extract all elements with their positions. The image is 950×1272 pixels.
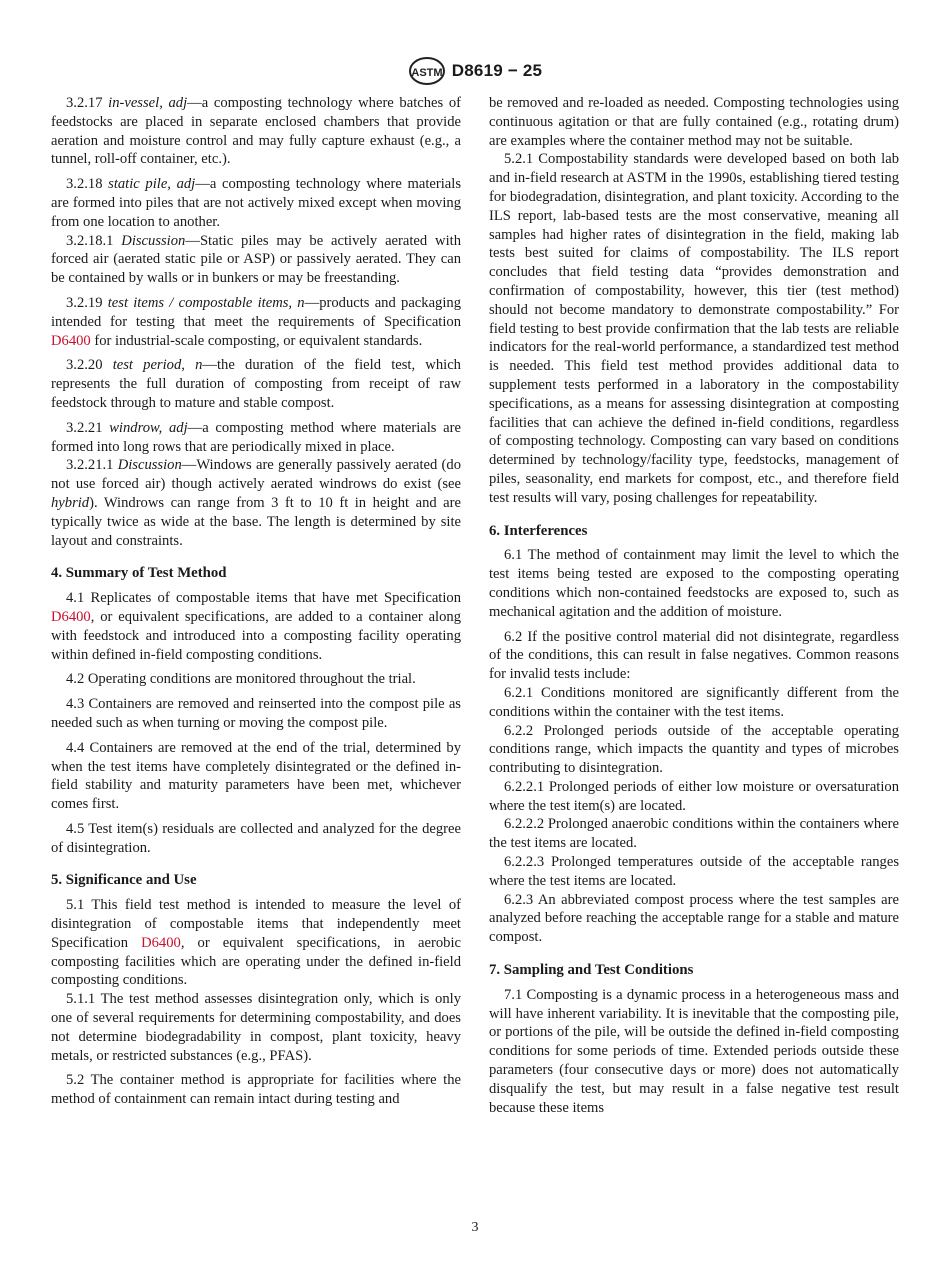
paragraph bbox=[489, 94, 899, 150]
text: 4.3 Containers are removed and reinserted into the compost pile as needed such as when turning or moving the compost pile. bbox=[51, 696, 461, 731]
paragraph bbox=[51, 739, 461, 814]
text: 5.1 This field test method is intended to measure the level of disintegration of compostable items that independently meet Specification bbox=[51, 897, 461, 951]
paragraph bbox=[51, 990, 461, 1065]
paragraph bbox=[489, 815, 899, 853]
paragraph bbox=[489, 891, 899, 947]
text: 5.1.1 The test method assesses disintegration only, which is only one of several requirements for determining compostability, and does not determine biodegradability in compost, plant toxicity, heavy metals, or restricted substances (e.g., PFAS). bbox=[51, 991, 461, 1064]
text: 6.2.2.1 Prolonged periods of either low moisture or oversaturation where the test item(s) are located. bbox=[489, 778, 899, 814]
text: 4.5 Test item(s) residuals are collected and analyzed for the degree of disintegration. bbox=[51, 820, 461, 856]
term-text: hybrid bbox=[51, 494, 90, 511]
paragraph bbox=[51, 695, 461, 733]
text: , or equivalent specifications, in aerobic composting facilities which are operating under the defined in-field composting conditions. bbox=[51, 934, 461, 989]
text: 6.2.2.2 Prolonged anaerobic conditions within the containers where the test items are located. bbox=[489, 816, 899, 852]
document-designation: D8619 − 25 bbox=[451, 61, 543, 80]
text: 6.2.2.3 Prolonged temperatures outside of the acceptable ranges where the test items are located. bbox=[489, 854, 899, 889]
text: 3.2.17 bbox=[66, 95, 109, 111]
text: ). Windrows can range from 3 ft to 10 ft in height and are typically twice as wide at the base. The length is determined by site layout and constraints. bbox=[51, 494, 461, 549]
text: 3.2.18 bbox=[66, 176, 109, 193]
term-text: Discussion bbox=[117, 457, 182, 474]
paragraph bbox=[489, 628, 899, 684]
text: for industrial-scale composting, or equivalent standards. bbox=[90, 332, 423, 349]
paragraph bbox=[51, 294, 461, 350]
text: —a composting technology where batches of feedstocks are placed in separate enclosed chambers that provide aeration and moisture control and may fully capture exhaust (e.g., a tunnel, roll-off container, etc.). bbox=[51, 95, 461, 168]
standard-link[interactable]: D6400 bbox=[51, 608, 91, 625]
text: 4.2 Operating conditions are monitored throughout the trial. bbox=[66, 671, 416, 688]
paragraph bbox=[51, 589, 461, 664]
text: 5.2 The container method is appropriate for facilities where the method of containment can remain intact during testing and bbox=[51, 1072, 461, 1108]
text: 6. Interferences bbox=[489, 522, 588, 539]
text: 7. Sampling and Test Conditions bbox=[489, 962, 694, 979]
paragraph bbox=[489, 546, 899, 621]
text: —Windows are generally passively aerated (do not use forced air) though actively aerated windrows do exist (see bbox=[51, 457, 462, 493]
section-heading bbox=[51, 564, 461, 583]
svg-text:ASTM: ASTM bbox=[411, 67, 443, 79]
section-heading bbox=[51, 871, 461, 890]
text: —a composting method where materials are formed into long rows that are periodically mixed in place. bbox=[51, 419, 461, 455]
page-header bbox=[0, 56, 950, 86]
standard-link[interactable]: D6400 bbox=[51, 332, 91, 349]
text: —products and packaging intended for testing that meet the requirements of Specification bbox=[51, 294, 461, 330]
paragraph bbox=[489, 684, 899, 722]
text: 3.2.21 bbox=[66, 419, 110, 436]
left-column bbox=[51, 94, 461, 1109]
text: 6.2.2 Prolonged periods outside of the acceptable operating conditions range, which impacts the quantity and types of microbes contributing to disintegration. bbox=[489, 722, 899, 777]
text: —Static piles may be actively aerated with forced air (aerated static pile or ASP) or passively aerated. They can be contained by walls or in bunkers or may be freestanding. bbox=[51, 232, 461, 287]
right-column bbox=[489, 94, 899, 1117]
text: , or equivalent specifications, are added to a container along with feedstock and introduced into a composting facility operating within defined in-field composting conditions. bbox=[51, 608, 461, 663]
term-text: Discussion bbox=[121, 232, 186, 249]
term-text: test items / compostable items, n bbox=[107, 294, 305, 311]
paragraph bbox=[51, 94, 461, 169]
paragraph bbox=[489, 778, 899, 816]
text: 3.2.20 bbox=[66, 357, 113, 374]
text: 4. Summary of Test Method bbox=[51, 565, 227, 582]
text: 4.4 Containers are removed at the end of the trial, determined by when the test items have completely disintegrated or the defined in-field stability and maturity parameters have been met, whichever comes first. bbox=[51, 739, 461, 813]
term-text: windrow, adj bbox=[109, 419, 188, 436]
paragraph bbox=[51, 232, 461, 288]
paragraph bbox=[51, 670, 461, 689]
text: 6.2.1 Conditions monitored are significantly different from the conditions within the container with the test items. bbox=[489, 684, 899, 720]
term-text: test period, n bbox=[112, 357, 203, 374]
paragraph bbox=[51, 896, 461, 990]
paragraph bbox=[51, 175, 461, 231]
paragraph bbox=[51, 419, 461, 457]
paragraph bbox=[51, 1071, 461, 1109]
page-number: 3 bbox=[471, 1220, 479, 1235]
text: —a composting technology where materials are formed into piles that are not actively mixed except when moving from one location to another. bbox=[51, 176, 461, 230]
term-text: in-vessel, adj bbox=[108, 95, 188, 111]
text: 6.2 If the positive control material did not disintegrate, regardless of the conditions, this can result in false negatives. Common reasons for invalid tests include: bbox=[489, 628, 899, 683]
text: 4.1 Replicates of compostable items that have met Specification bbox=[66, 590, 461, 607]
text: 6.1 The method of containment may limit the level to which the test items being tested are exposed to the composting operating conditions which non-contained feedstocks are exposed to, such as mechanical agitation and the addition of moisture. bbox=[489, 547, 899, 620]
paragraph bbox=[489, 722, 899, 778]
section-heading bbox=[489, 522, 899, 541]
text: 5. Significance and Use bbox=[51, 872, 197, 889]
text: be removed and re-loaded as needed. Composting technologies using continuous agitation or that are fully contained (e.g., rotating drum) are examples where the container method may not be suitable. bbox=[489, 95, 899, 149]
paragraph bbox=[489, 150, 899, 507]
term-text: static pile, adj bbox=[108, 176, 196, 193]
text: 5.2.1 Compostability standards were developed based on both lab and in-field research at ASTM in the 1990s, establishing tiered testing for biodegradation, disintegration, and plant toxicity. According to the ILS report, lab-based tests are the most conservative, meaning all samples had higher rates of disintegration in the field, making lab tests best suited for claims of compostability. The ILS report concludes that field testing data “provides demonstration and confirmation of compostability, however, this tier (test method) should not become mandatory to demonstrate compostability.” For field testing to best provide confirmation that the lab tests are reliable indicators for the real-world performance, a standardized test method is needed. This field test method provides additional data to supplement tests performed in a laboratory in the compostability specifications, as a means for assessing disintegration at composting facilities that can achieve the defined in-field conditions, regardless of composting technology. Composting can vary based on conditions determined by technology/facility type, feedstocks, management of piles, seasonality, end markets for compost, etc., and therefore field test results will vary, posing challenges for repeatability. bbox=[489, 151, 899, 506]
astm-logo-icon bbox=[408, 56, 446, 86]
text: 7.1 Composting is a dynamic process in a heterogeneous mass and will have inherent variability. It is inevitable that the composting pile, or portions of the pile, will be outside the defined in-field composting conditions for some periods of time. Extended periods outside these parameters (four consecutive days or more) does not automatically disqualify the test, but may result in a false negative test result because these items bbox=[489, 986, 899, 1116]
paragraph bbox=[489, 853, 899, 891]
text: 6.2.3 An abbreviated compost process where the test samples are analyzed before reaching the acceptable range for a stable and mature compost. bbox=[489, 891, 899, 946]
text: —the duration of the field test, which represents the full duration of composting from receipt of raw feedstock through to mature and stable compost. bbox=[51, 357, 461, 411]
section-heading bbox=[489, 961, 899, 980]
standard-link[interactable]: D6400 bbox=[141, 934, 181, 951]
text: 3.2.19 bbox=[66, 294, 108, 311]
paragraph bbox=[51, 456, 461, 550]
paragraph bbox=[51, 820, 461, 858]
text: 3.2.21.1 bbox=[66, 457, 118, 474]
text: 3.2.18.1 bbox=[66, 232, 122, 249]
paragraph bbox=[51, 356, 461, 412]
paragraph bbox=[489, 986, 899, 1118]
